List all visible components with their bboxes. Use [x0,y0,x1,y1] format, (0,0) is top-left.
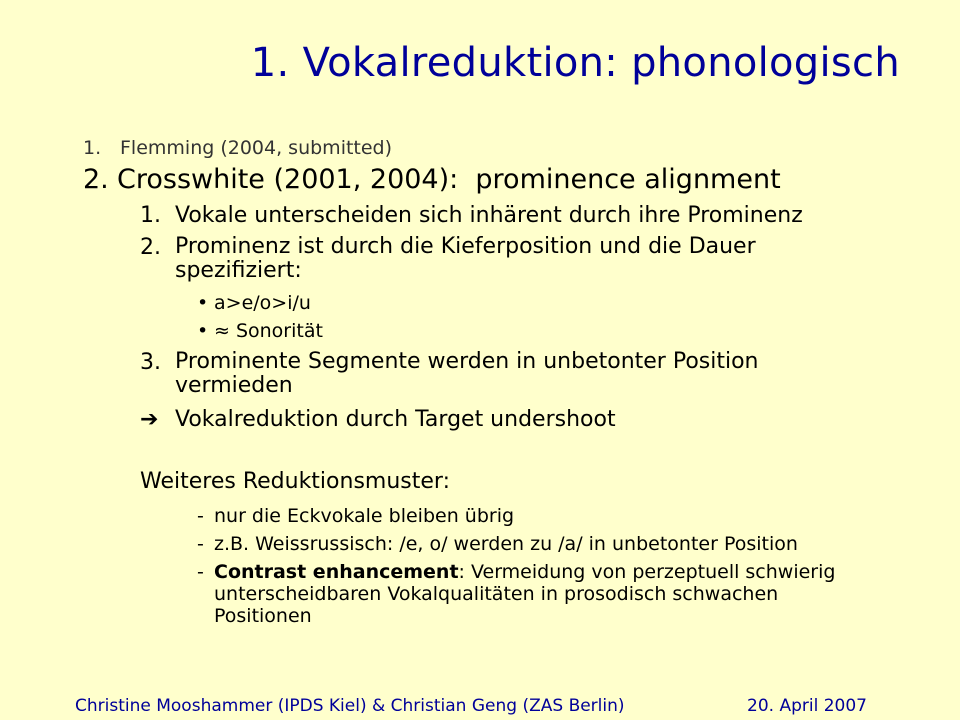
dash-item-rest: : Vermeidung von perzeptuell schwierig unterscheidbaren Vokalqualitäten in prosodisch schwachen Positionen [214,561,836,627]
list-item-text: Prominenz ist durch die Kieferposition und die Dauer spezifiziert: [175,234,756,283]
dash-item-text: z.B. Weissrussisch: /e, o/ werden zu /a/ in unbetonter Position [214,533,798,555]
bullet-text: a>e/o>i/u [214,292,311,314]
footer-authors: Christine Mooshammer (IPDS Kiel) & Christian Geng (ZAS Berlin) [75,696,625,716]
dash-mark: - [197,533,204,555]
list-item-text: Crosswhite (2001, 2004): prominence alignment [117,164,781,195]
bullet-text: ≈ Sonorität [214,320,323,342]
list-number: 2. [140,235,161,260]
list-number: 1. [140,203,161,228]
list-item-text: Prominente Segmente werden in unbetonter Position vermieden [175,349,759,398]
list-item-text: Flemming (2004, submitted) [120,137,393,159]
footer-date: 20. April 2007 [747,696,867,716]
list-number: 3. [140,350,161,375]
list-number: 1. [83,137,102,159]
bullet-icon: • [197,292,209,314]
list-number: 2. [83,164,109,195]
dash-item-text [214,561,864,627]
emphasis-text: Contrast enhancement [214,561,459,583]
slide-title: 1. Vokalreduktion: phonologisch [250,40,900,86]
arrow-item-text: Vokalreduktion durch Target undershoot [175,407,616,432]
dash-mark: - [197,561,204,583]
dash-mark: - [197,505,204,527]
dash-item-text: nur die Eckvokale bleiben übrig [214,505,515,527]
bullet-icon: • [197,320,209,342]
list-item-text: Vokale unterscheiden sich inhärent durch ihre Prominenz [175,203,803,228]
pattern-heading: Weiteres Reduktionsmuster: [140,469,450,494]
arrow-right-icon: ➔ [140,407,159,432]
